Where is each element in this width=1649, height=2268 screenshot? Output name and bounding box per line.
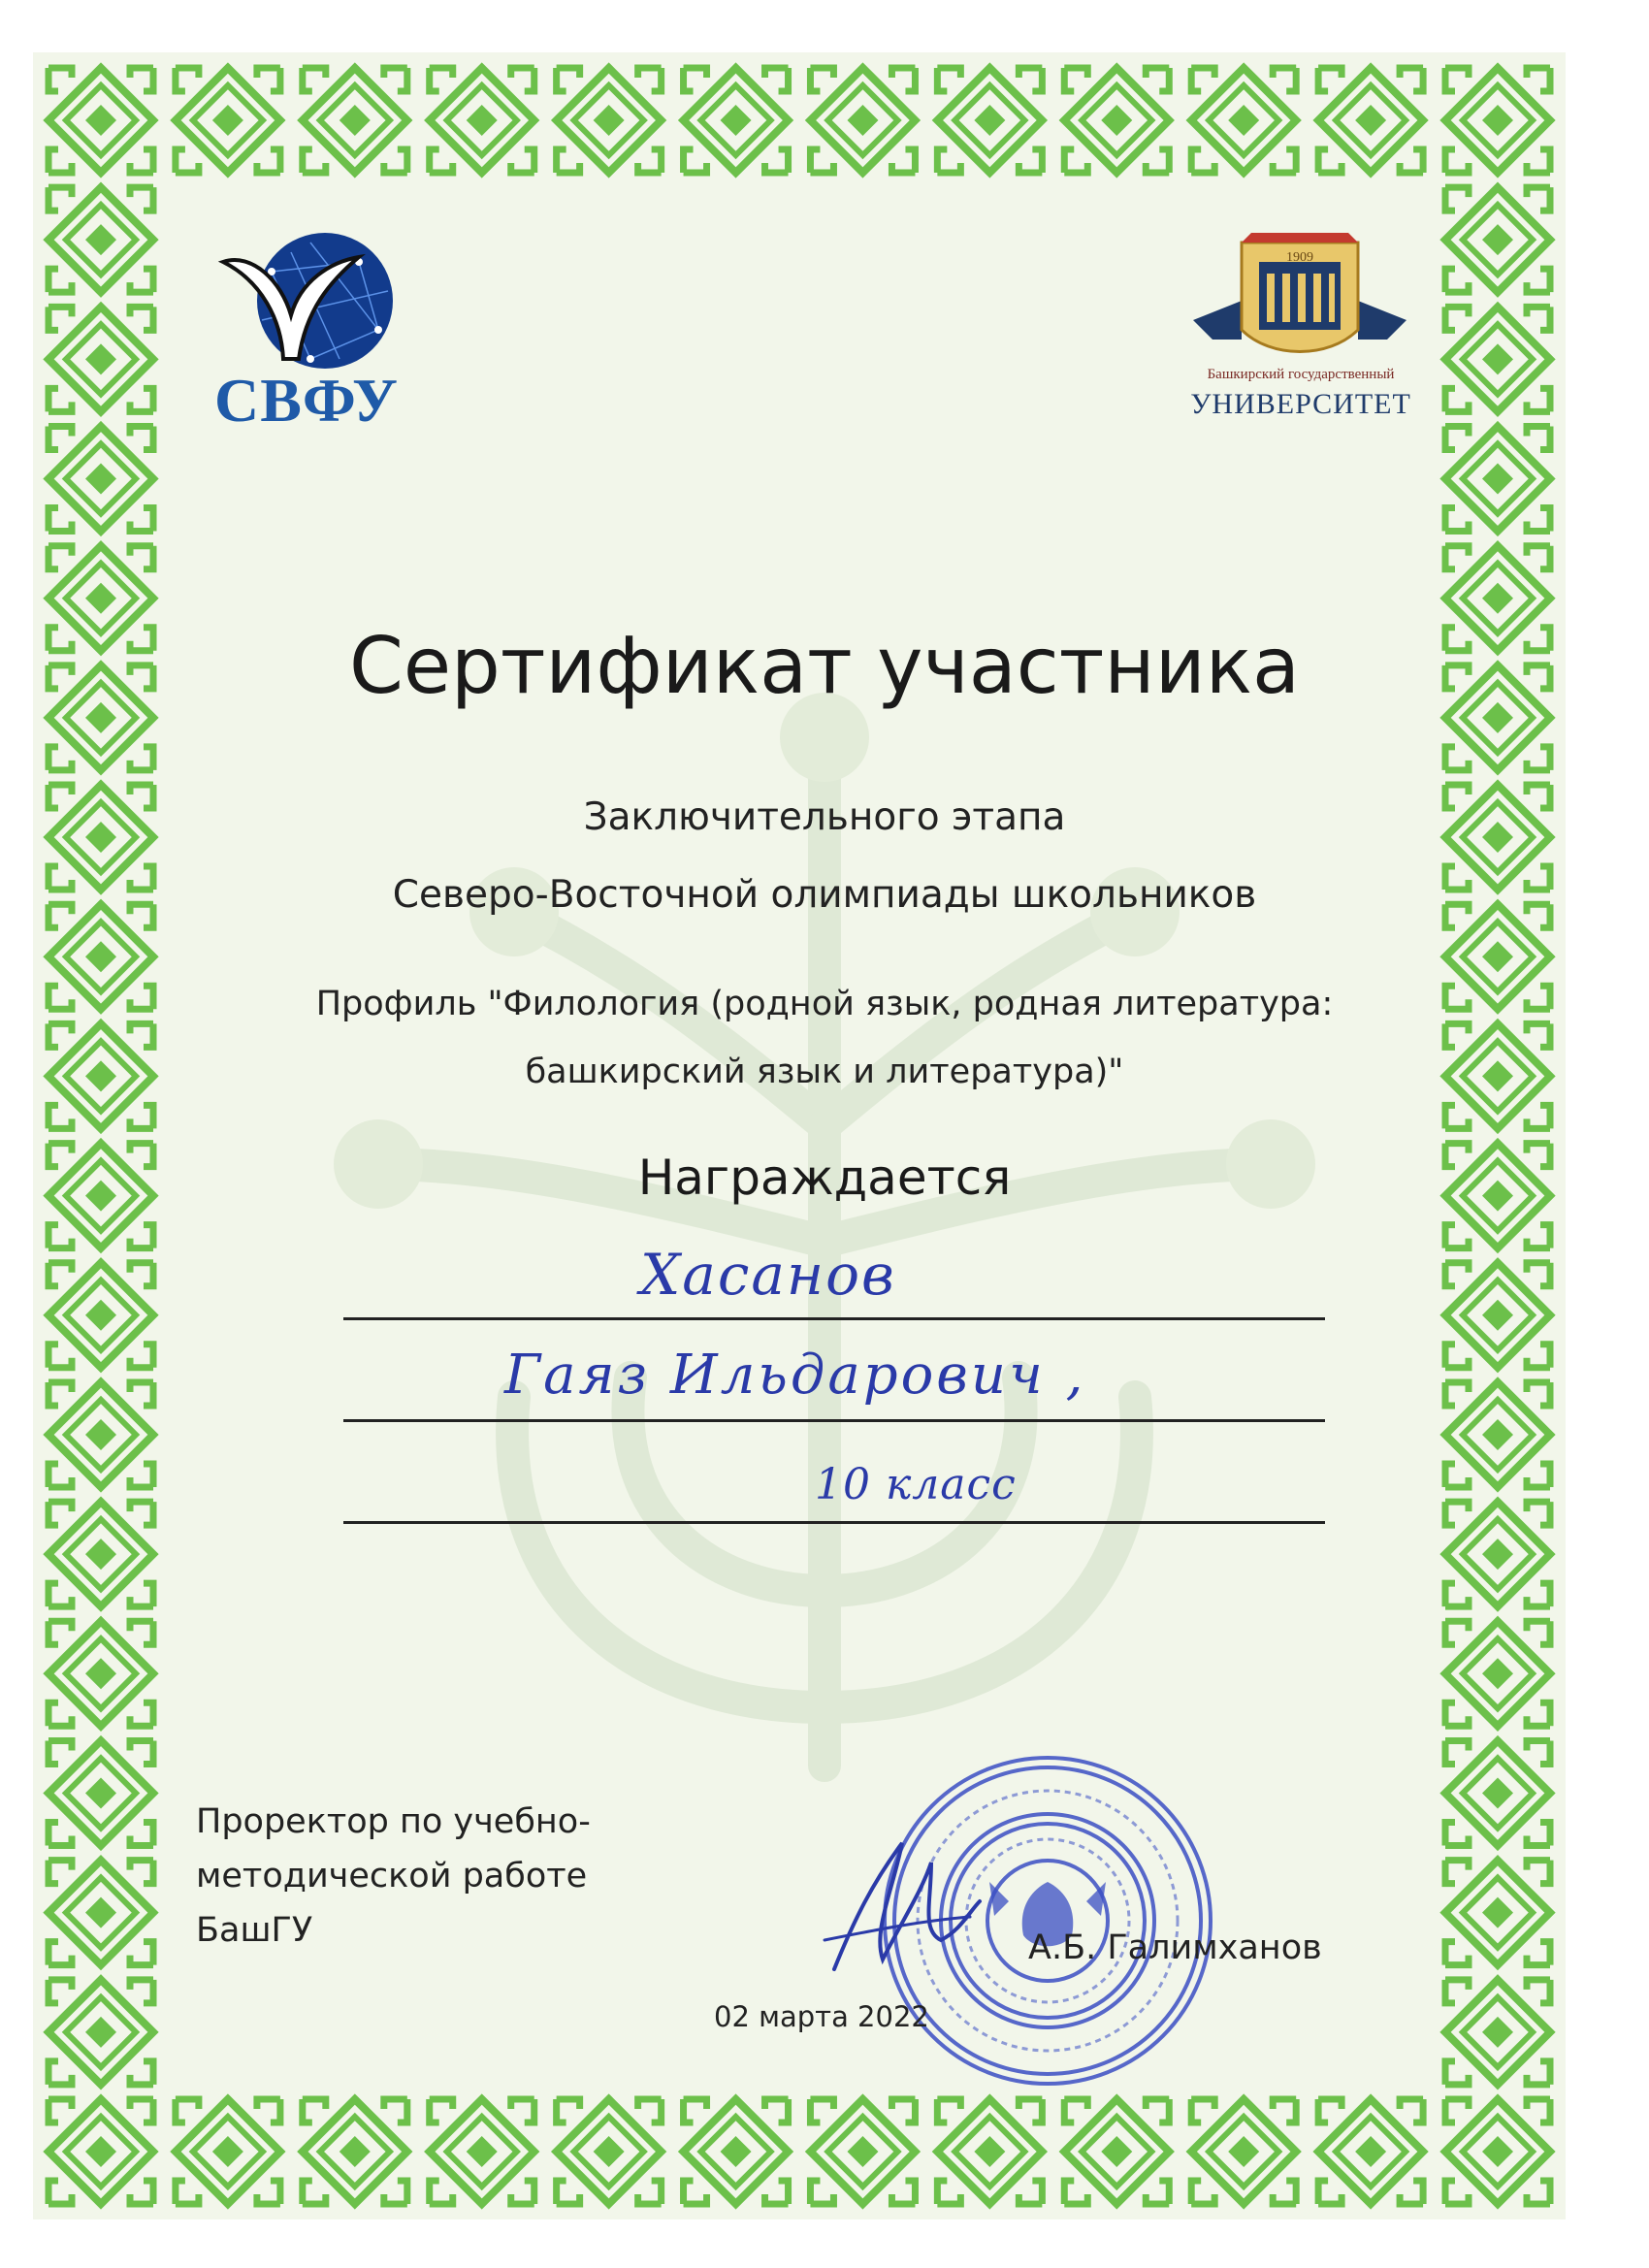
signatory-position-line-2: методической работе	[196, 1857, 588, 1895]
border-motif	[48, 1263, 153, 1368]
border-motif	[684, 2099, 789, 2204]
name-underline-3	[343, 1521, 1325, 1524]
border-motif	[1445, 785, 1550, 890]
signatory-position	[196, 1795, 591, 1958]
border-motif	[810, 68, 915, 173]
issue-date: 02 марта 2022	[714, 2000, 929, 2033]
name-underline-2	[343, 1419, 1325, 1422]
svfu-logo-text: СВФУ	[214, 366, 399, 435]
signatory-position-line-3: БашГУ	[196, 1911, 313, 1950]
stage-line-1: Заключительного этапа	[583, 795, 1066, 839]
border-motif	[1445, 2099, 1550, 2204]
border-motif	[1445, 307, 1550, 411]
signatory-position-line-1: Проректор по учебно-	[196, 1802, 591, 1841]
border-motif	[1191, 68, 1296, 173]
recipient-grade: 10 класс	[815, 1460, 1017, 1509]
border-motif	[48, 665, 153, 770]
border-motif	[557, 68, 662, 173]
border-motif	[1445, 427, 1550, 532]
recipient-surname: Хасанов	[640, 1242, 896, 1308]
handwritten-signature	[815, 1824, 989, 1989]
border-motif	[48, 2099, 153, 2204]
border-motif	[1064, 2099, 1169, 2204]
bgu-logo-icon	[1183, 223, 1416, 378]
border-motif	[937, 2099, 1042, 2204]
border-motif	[1445, 1263, 1550, 1368]
border-motif	[1064, 68, 1169, 173]
border-motif	[1445, 1861, 1550, 1965]
bgu-logo-year: 1909	[1286, 250, 1313, 265]
border-motif	[1318, 68, 1423, 173]
border-motif	[430, 68, 534, 173]
border-motif	[48, 1861, 153, 1965]
border-motif	[48, 68, 153, 173]
border-motif	[1445, 1740, 1550, 1845]
bgu-logo-subtitle: Башкирский государственный	[1207, 367, 1395, 382]
border-motif	[48, 1740, 153, 1845]
border-motif	[48, 1621, 153, 1726]
name-underline-1	[343, 1317, 1325, 1320]
border-motif	[557, 2099, 662, 2204]
border-motif	[937, 68, 1042, 173]
border-motif	[48, 1980, 153, 2085]
border-motif	[1445, 1502, 1550, 1606]
border-motif	[176, 68, 280, 173]
border-motif	[1445, 68, 1550, 173]
profile-line-2: башкирский язык и литература)"	[525, 1053, 1124, 1091]
recipient-name: Гаяз Ильдарович ,	[504, 1344, 1086, 1407]
border-motif	[1445, 187, 1550, 292]
border-motif	[1318, 2099, 1423, 2204]
border-motif	[48, 427, 153, 532]
border-motif	[48, 187, 153, 292]
certificate-title: Сертификат участника	[348, 621, 1301, 711]
border-motif	[48, 546, 153, 651]
bgu-logo-name: УНИВЕРСИТЕТ	[1190, 388, 1411, 420]
border-motif	[1445, 546, 1550, 651]
border-motif	[48, 1502, 153, 1606]
border-motif	[48, 785, 153, 890]
border-motif	[1445, 665, 1550, 770]
border-motif	[810, 2099, 915, 2204]
awarded-heading: Награждается	[637, 1150, 1012, 1206]
border-motif	[303, 2099, 407, 2204]
border-motif	[48, 1382, 153, 1487]
border-motif	[1445, 1621, 1550, 1726]
border-motif	[430, 2099, 534, 2204]
border-motif	[48, 307, 153, 411]
border-motif	[1445, 1144, 1550, 1248]
border-motif	[48, 904, 153, 1009]
stage-line-2: Северо-Восточной олимпиады школьников	[392, 873, 1257, 917]
border-motif	[1191, 2099, 1296, 2204]
signatory-name: А.Б. Галимханов	[1028, 1928, 1322, 1967]
profile-line-1: Профиль "Филология (родной язык, родная литература:	[315, 985, 1334, 1023]
border-motif	[176, 2099, 280, 2204]
border-motif	[48, 1023, 153, 1128]
border-motif	[684, 68, 789, 173]
border-motif	[48, 1144, 153, 1248]
border-motif	[1445, 1382, 1550, 1487]
border-motif	[1445, 1980, 1550, 2085]
border-motif	[303, 68, 407, 173]
